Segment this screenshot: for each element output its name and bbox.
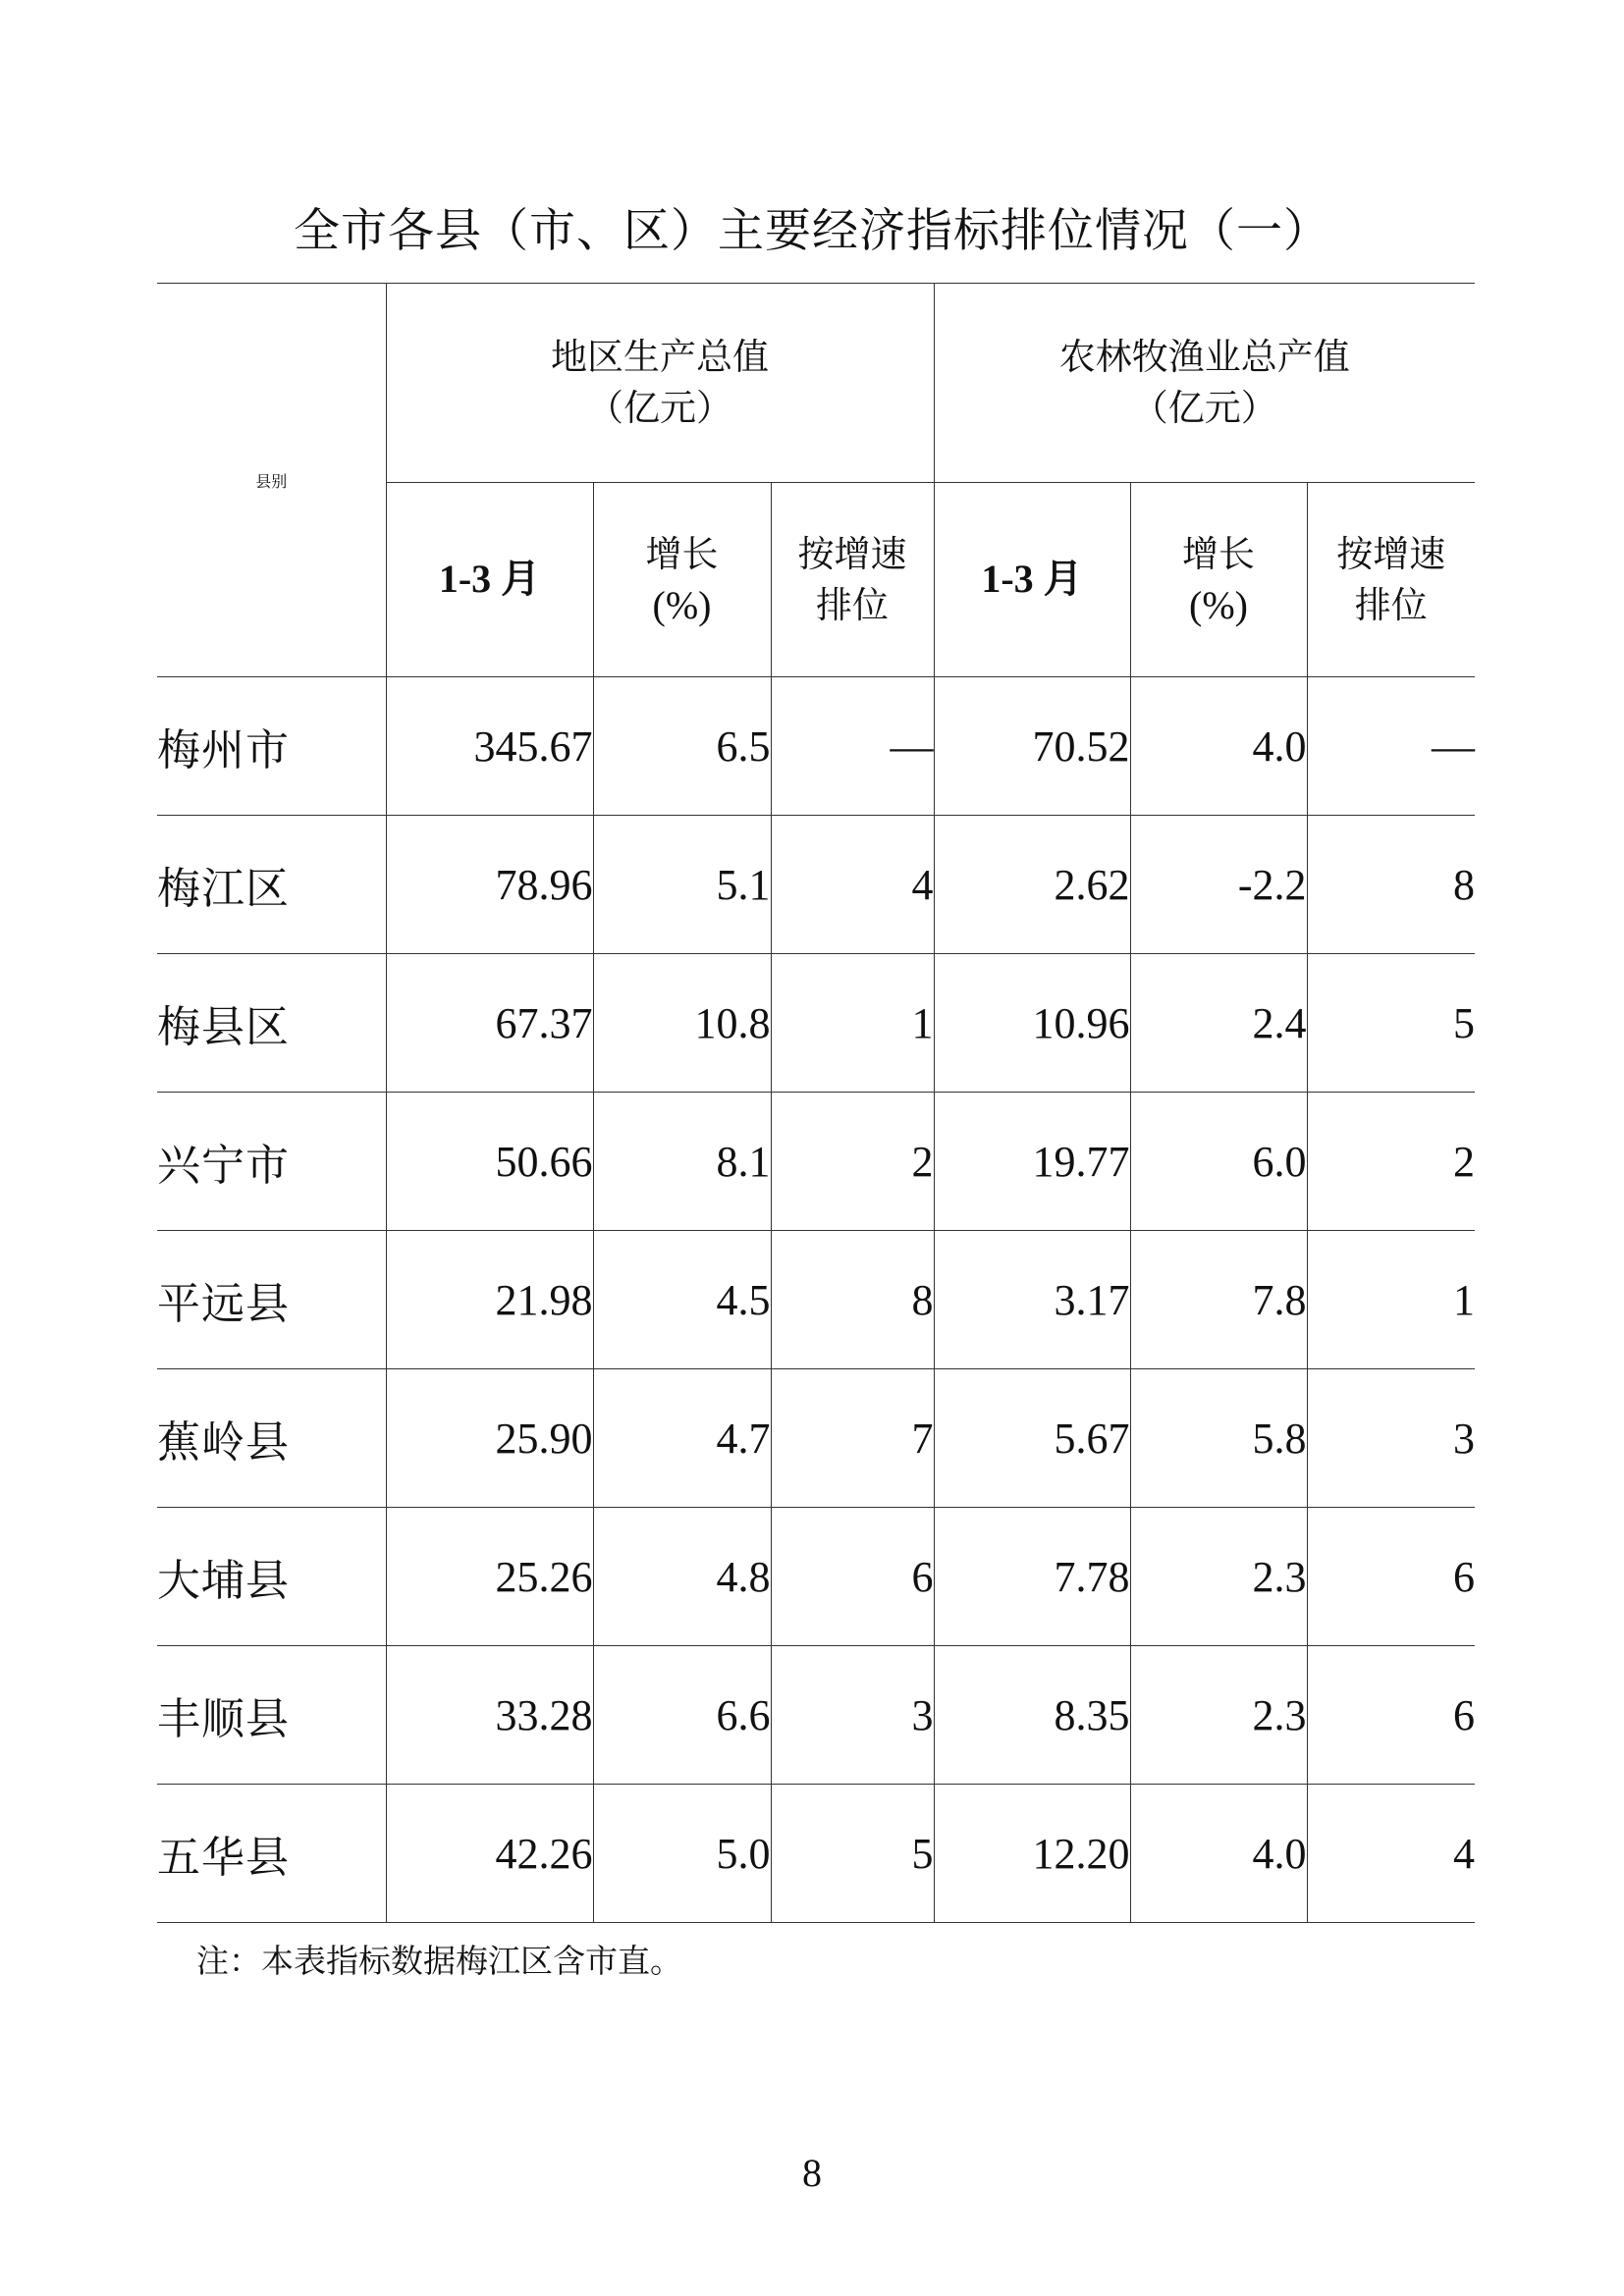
- county-name: 蕉岭县: [157, 1369, 386, 1508]
- gdp-growth-unit: (%): [652, 582, 712, 627]
- agri-growth-value: 7.8: [1130, 1231, 1307, 1369]
- page-number: 8: [802, 2151, 822, 2195]
- county-name: 梅县区: [157, 954, 386, 1093]
- gdp-growth-header: [593, 483, 771, 677]
- county-name: 大埔县: [157, 1508, 386, 1646]
- gdp-rank-value: —: [771, 677, 934, 816]
- gdp-value: 21.98: [386, 1231, 593, 1369]
- gdp-growth-value: 5.1: [593, 816, 771, 954]
- table-row: [157, 1369, 1475, 1508]
- gdp-value: 33.28: [386, 1646, 593, 1785]
- agri-growth-value: 4.0: [1130, 677, 1307, 816]
- gdp-group-unit: （亿元）: [587, 387, 732, 429]
- county-name: 丰顺县: [157, 1646, 386, 1785]
- gdp-growth-value: 8.1: [593, 1093, 771, 1231]
- gdp-growth-label: 增长: [645, 532, 719, 575]
- gdp-growth-value: 6.6: [593, 1646, 771, 1785]
- gdp-growth-value: 6.5: [593, 677, 771, 816]
- agri-rank-label-line1: 按增速: [1336, 532, 1446, 575]
- gdp-rank-header: [771, 483, 934, 677]
- gdp-rank-value: 8: [771, 1231, 934, 1369]
- agri-rank-value: 6: [1307, 1646, 1475, 1785]
- table-row: [157, 1231, 1475, 1369]
- agri-growth-value: 4.0: [1130, 1785, 1307, 1923]
- agri-value: 7.78: [934, 1508, 1130, 1646]
- agri-period-label: 1-3 月: [981, 557, 1083, 601]
- county-column-header: 县别: [157, 284, 386, 677]
- table-row: [157, 1508, 1475, 1646]
- agri-value: 8.35: [934, 1646, 1130, 1785]
- agri-period-header: [934, 483, 1130, 677]
- gdp-value: 50.66: [386, 1093, 593, 1231]
- agri-growth-value: -2.2: [1130, 816, 1307, 954]
- table-row: [157, 1093, 1475, 1231]
- agri-value: 10.96: [934, 954, 1130, 1093]
- agri-rank-value: 3: [1307, 1369, 1475, 1508]
- gdp-rank-value: 5: [771, 1785, 934, 1923]
- agri-rank-value: 2: [1307, 1093, 1475, 1231]
- agri-rank-value: 8: [1307, 816, 1475, 954]
- gdp-rank-label-line2: 排位: [816, 583, 889, 626]
- agri-value: 12.20: [934, 1785, 1130, 1923]
- table-row: [157, 1785, 1475, 1923]
- gdp-value: 42.26: [386, 1785, 593, 1923]
- agri-group-header: [934, 284, 1475, 483]
- gdp-growth-value: 4.7: [593, 1369, 771, 1508]
- agri-growth-value: 2.3: [1130, 1508, 1307, 1646]
- gdp-rank-value: 6: [771, 1508, 934, 1646]
- gdp-rank-value: 2: [771, 1093, 934, 1231]
- agri-rank-label-line2: 排位: [1354, 583, 1428, 626]
- table-row: [157, 954, 1475, 1093]
- agri-value: 5.67: [934, 1369, 1130, 1508]
- gdp-value: 67.37: [386, 954, 593, 1093]
- gdp-period-header: [386, 483, 593, 677]
- gdp-growth-value: 4.5: [593, 1231, 771, 1369]
- agri-value: 3.17: [934, 1231, 1130, 1369]
- gdp-period-label: 1-3 月: [438, 557, 541, 601]
- agri-rank-header: [1307, 483, 1475, 677]
- agri-rank-value: 4: [1307, 1785, 1475, 1923]
- gdp-growth-value: 4.8: [593, 1508, 771, 1646]
- table-row: [157, 677, 1475, 816]
- gdp-rank-value: 3: [771, 1646, 934, 1785]
- county-name: 五华县: [157, 1785, 386, 1923]
- gdp-rank-value: 7: [771, 1369, 934, 1508]
- page-title: 全市各县（市、区）主要经济指标排位情况（一）: [294, 204, 1330, 258]
- agri-growth-label: 增长: [1182, 532, 1256, 575]
- agri-growth-header: [1130, 483, 1307, 677]
- table-row: [157, 816, 1475, 954]
- gdp-growth-value: 10.8: [593, 954, 771, 1093]
- gdp-growth-value: 5.0: [593, 1785, 771, 1923]
- agri-growth-unit: (%): [1189, 582, 1248, 627]
- table-footnote: 注：本表指标数据梅江区含市直。: [196, 1942, 682, 1980]
- agri-group-title: 农林牧渔业总产值: [1058, 336, 1350, 378]
- agri-rank-value: 1: [1307, 1231, 1475, 1369]
- county-name: 平远县: [157, 1231, 386, 1369]
- economic-indicators-table: [157, 283, 1475, 1923]
- gdp-rank-value: 4: [771, 816, 934, 954]
- agri-rank-value: 6: [1307, 1508, 1475, 1646]
- gdp-rank-label-line1: 按增速: [797, 532, 907, 575]
- agri-rank-value: 5: [1307, 954, 1475, 1093]
- agri-growth-value: 5.8: [1130, 1369, 1307, 1508]
- gdp-value: 345.67: [386, 677, 593, 816]
- gdp-group-header: [386, 284, 934, 483]
- gdp-value: 25.90: [386, 1369, 593, 1508]
- gdp-value: 78.96: [386, 816, 593, 954]
- county-name: 兴宁市: [157, 1093, 386, 1231]
- agri-group-unit: （亿元）: [1131, 387, 1277, 429]
- agri-growth-value: 6.0: [1130, 1093, 1307, 1231]
- agri-growth-value: 2.4: [1130, 954, 1307, 1093]
- gdp-value: 25.26: [386, 1508, 593, 1646]
- gdp-group-title: 地区生产总值: [551, 336, 769, 378]
- table-group-header-row: [157, 284, 1475, 483]
- agri-value: 19.77: [934, 1093, 1130, 1231]
- agri-value: 70.52: [934, 677, 1130, 816]
- agri-value: 2.62: [934, 816, 1130, 954]
- gdp-rank-value: 1: [771, 954, 934, 1093]
- agri-rank-value: —: [1307, 677, 1475, 816]
- table-row: [157, 1646, 1475, 1785]
- county-name: 梅州市: [157, 677, 386, 816]
- county-name: 梅江区: [157, 816, 386, 954]
- agri-growth-value: 2.3: [1130, 1646, 1307, 1785]
